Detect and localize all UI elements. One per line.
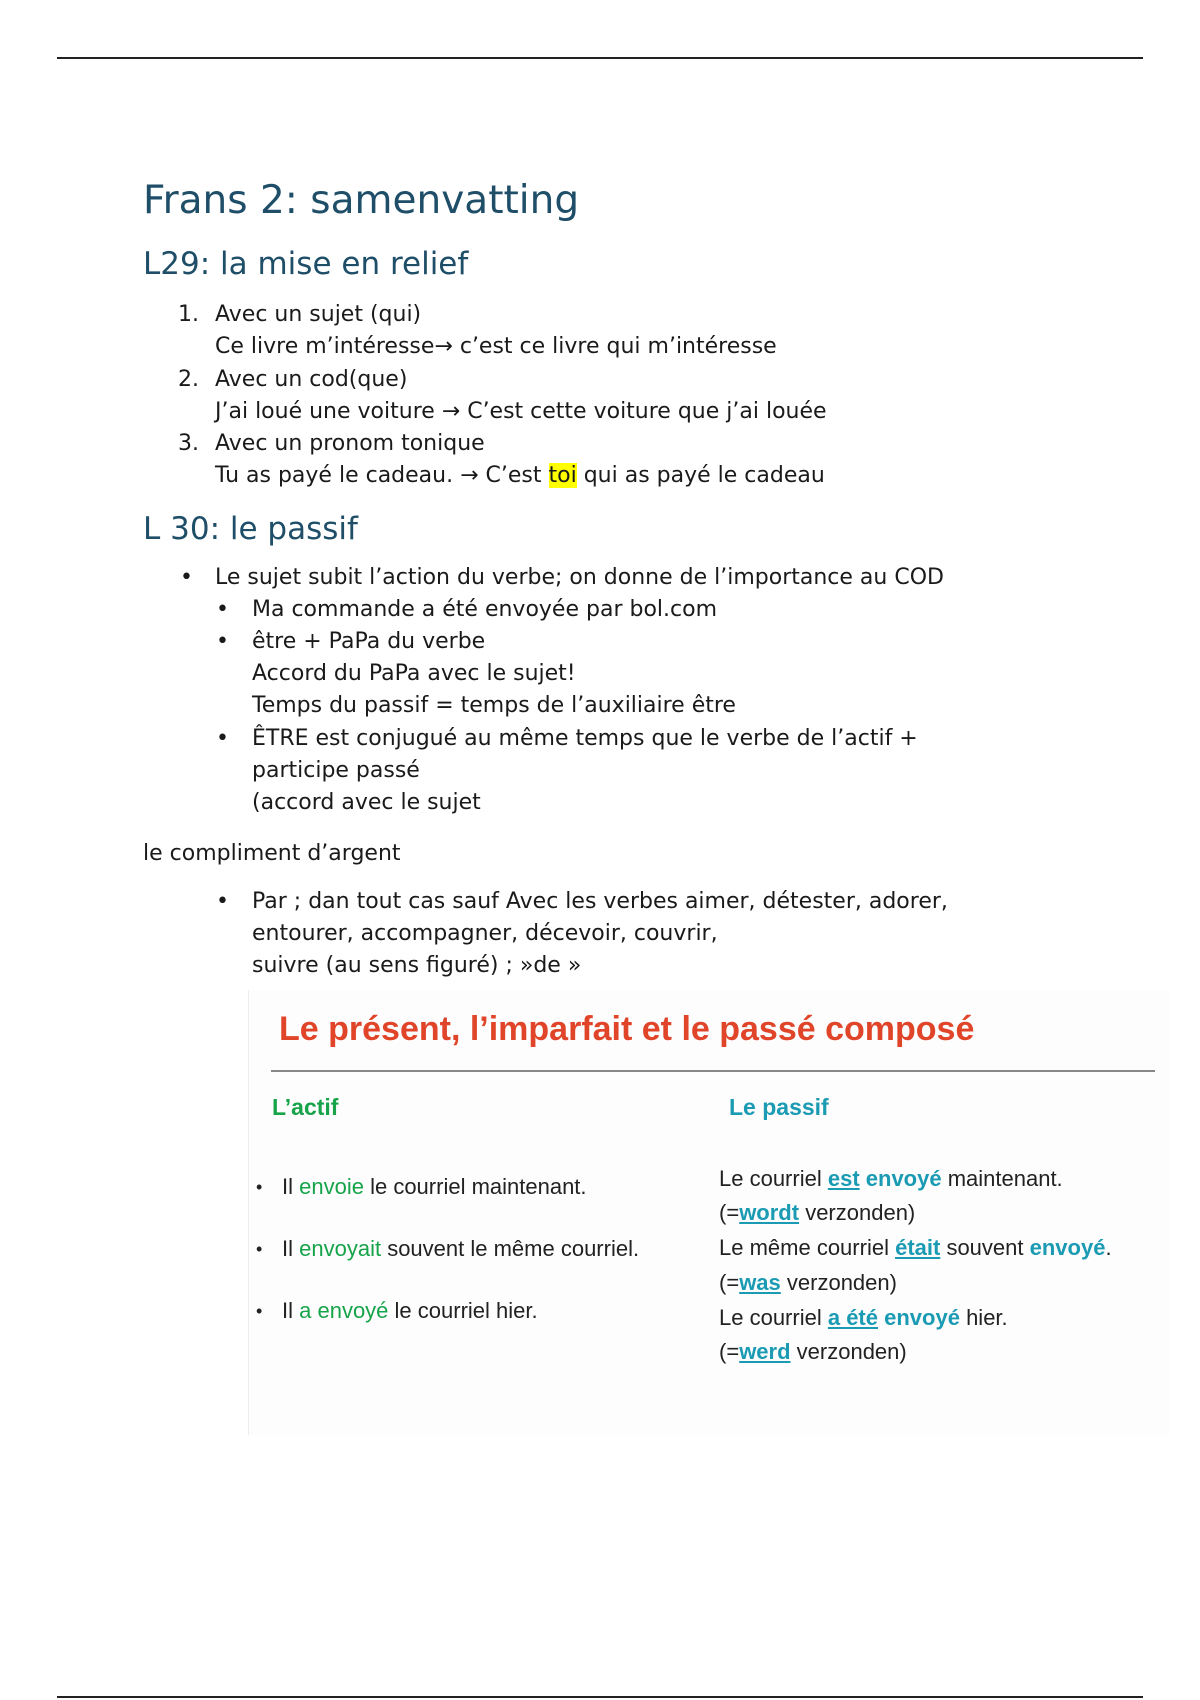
bullet-icon: • [256,1301,263,1321]
bullet-icon: • [216,597,229,622]
passif-example: Le courriel a été envoyé hier. [719,1305,1008,1330]
sub-bullet-text: participe passé [252,758,420,783]
document-title: Frans 2: samenvatting [143,178,580,223]
list-number: 1. [178,302,199,327]
sub-bullet-text: Accord du PaPa avec le sujet! [252,661,576,686]
sub-bullet-text: Temps du passif = temps de l’auxiliaire être [252,693,736,718]
example-text: qui as payé le cadeau [576,463,825,488]
list-item-example [215,460,825,492]
bullet-icon: • [216,889,229,914]
sub-bullet-text: Ma commande a été envoyée par bol.com [252,597,717,622]
actif-example: Il envoyait souvent le même courriel. [282,1236,640,1261]
passif-example: Le courriel est envoyé maintenant. [719,1166,1063,1191]
column-header-actif: L’actif [272,1094,339,1120]
heading-l29: L29: la mise en relief [143,246,469,282]
bullet-icon: • [216,726,229,751]
sub-bullet-text: ÊTRE est conjugué au même temps que le verbe de l’actif + [252,726,918,751]
list-number: 3. [178,431,199,456]
header-rule [57,57,1143,59]
bullet-icon: • [256,1239,263,1259]
passif-translation: (=was verzonden) [719,1270,897,1295]
passif-translation: (=wordt verzonden) [719,1200,916,1225]
sub-bullet-text: (accord avec le sujet [252,790,481,815]
table-divider [271,1070,1155,1072]
passive-table-figure [248,990,1169,1435]
bullet-icon: • [256,1177,263,1197]
example-text: Tu as payé le cadeau. → C’est [215,463,549,488]
list-item-example: Ce livre m’intéresse→ c’est ce livre qui m’intéresse [215,334,777,359]
actif-example: Il a envoyé le courriel hier. [282,1298,538,1323]
list-item-title: Avec un pronom tonique [215,431,485,456]
passif-example: Le même courriel était souvent envoyé. [719,1235,1112,1260]
passif-translation: (=werd verzonden) [719,1339,907,1364]
bullet-icon: • [216,629,229,654]
par-text: entourer, accompagner, décevoir, couvrir, [252,921,718,946]
bullet-main-text: Le sujet subit l’action du verbe; on donne de l’importance au COD [215,565,944,590]
column-header-passif: Le passif [729,1094,829,1120]
list-item-title: Avec un sujet (qui) [215,302,422,327]
actif-example: Il envoie le courriel maintenant. [282,1174,587,1199]
highlighted-word: toi [548,463,577,488]
sub-bullet-text: être + PaPa du verbe [252,629,486,654]
list-item-title: Avec un cod(que) [215,367,408,392]
bullet-icon: • [180,565,193,590]
par-text: Par ; dan tout cas sauf Avec les verbes aimer, détester, adorer, [252,889,948,914]
compliment-label: le compliment d’argent [143,841,401,866]
par-text: suivre (au sens figuré) ; »de » [252,953,582,978]
table-title: Le présent, l’imparfait et le passé composé [279,1010,975,1048]
list-item-example: J’ai loué une voiture → C’est cette voiture que j’ai louée [215,399,827,424]
list-number: 2. [178,367,199,392]
footer-rule [57,1696,1143,1698]
heading-l30: L 30: le passif [143,511,358,547]
